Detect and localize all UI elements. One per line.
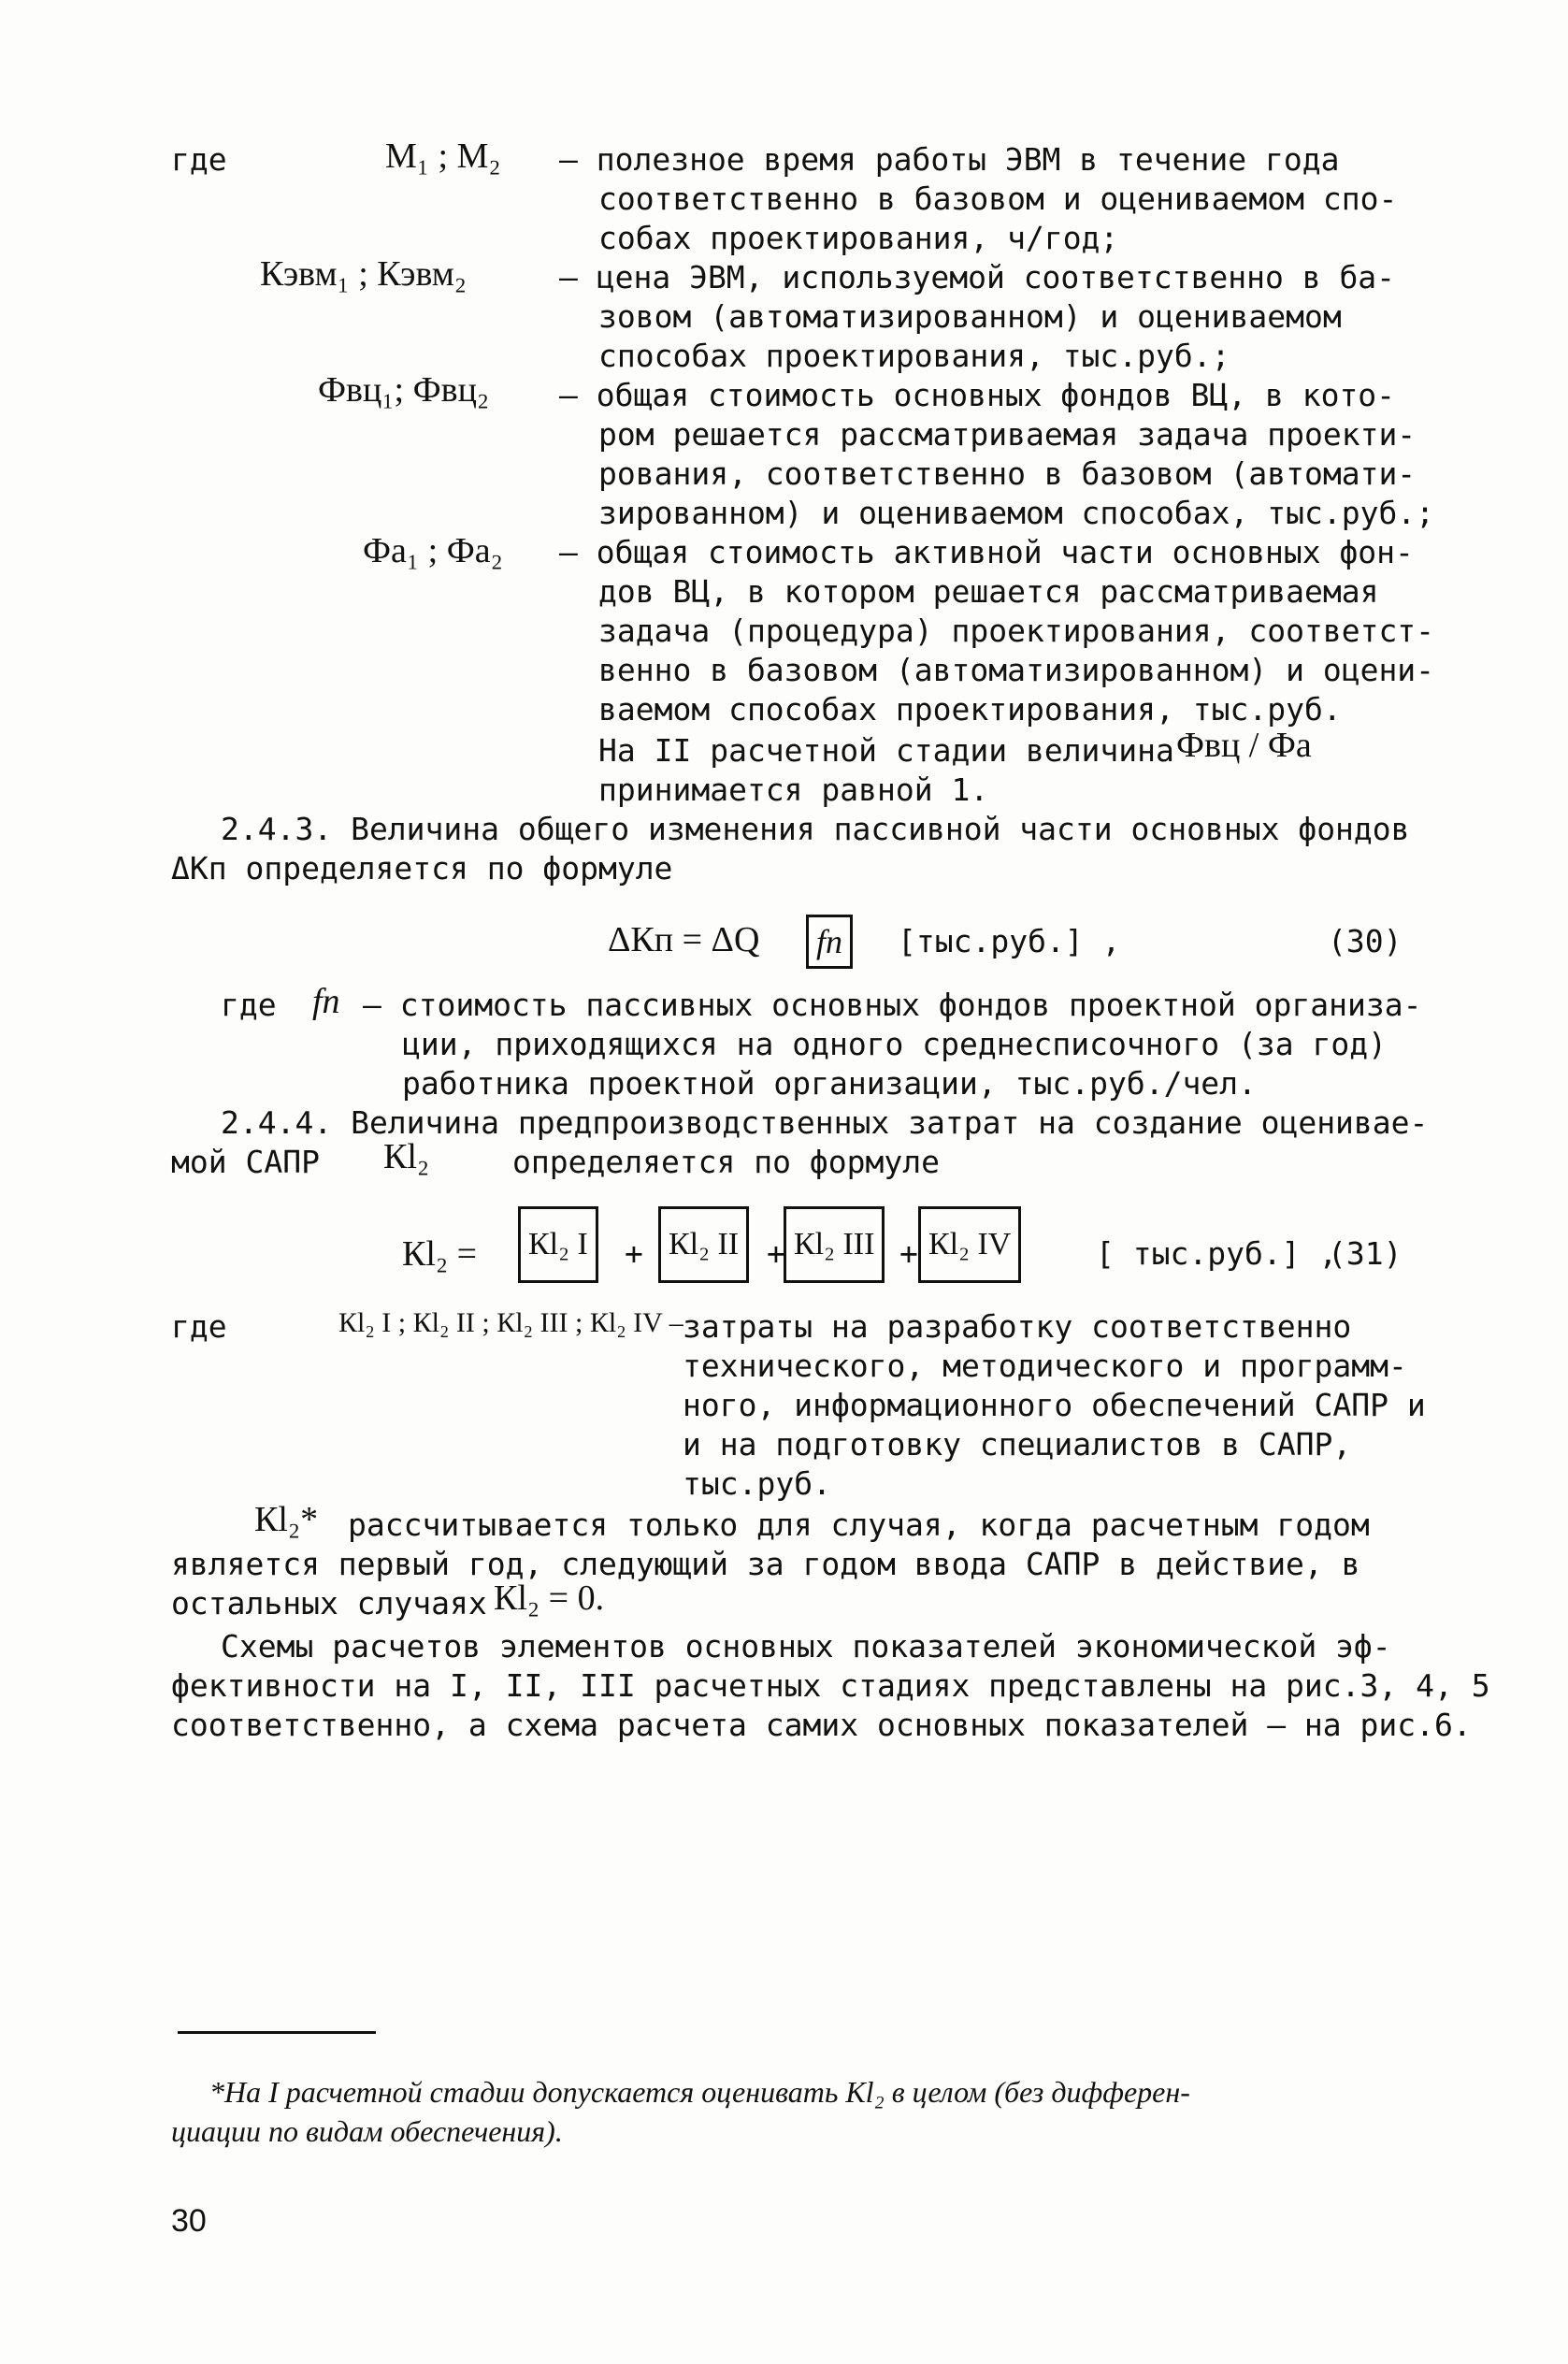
note-line: принимается равной 1. bbox=[598, 771, 989, 808]
para-line: является первый год, следующий за годом ввода САПР в действие, в bbox=[171, 1546, 1360, 1582]
def-line: ром решается рассматриваемая задача проекти- bbox=[598, 416, 1417, 453]
formula-box-text: fп bbox=[806, 915, 853, 969]
s244-line: определяется по формуле bbox=[512, 1144, 940, 1180]
where-label-2: где bbox=[221, 987, 277, 1023]
where-label-3: где bbox=[171, 1308, 227, 1345]
symbol-kl2-star: Кl₂* bbox=[254, 1500, 319, 1539]
symbol-fa: Фа₁ ; Фа₂ bbox=[363, 531, 503, 570]
footnote-line: циации по видам обеспечения). bbox=[171, 2114, 563, 2148]
symbol-fvc: Фвц₁; Фвц₂ bbox=[318, 370, 490, 410]
formula-box-text: Кl₂ III bbox=[784, 1206, 885, 1283]
para-line: фективности на I, II, III расчетных стадиях представлены на рис.3, 4, 5 bbox=[171, 1667, 1490, 1704]
def-line: задача (процедура) проектирования, соответст- bbox=[598, 613, 1435, 649]
def-line: зированном) и оцениваемом способах, тыс.руб.; bbox=[598, 495, 1435, 531]
symbol-m1-m2: М₁ ; М₂ bbox=[385, 137, 501, 176]
def-line: – стоимость пассивных основных фондов проектной организа- bbox=[363, 987, 1422, 1023]
s244-line: 2.4.4. Величина предпроизводственных затрат на создание оценивае- bbox=[221, 1104, 1429, 1141]
para-line: остальных случаях bbox=[171, 1585, 487, 1622]
def-line: затраты на разработку соответственно bbox=[683, 1308, 1352, 1345]
plus-sign: + bbox=[899, 1235, 918, 1272]
def-line: рования, соответственно в базовом (автомати- bbox=[598, 455, 1417, 492]
para-line: Схемы расчетов элементов основных показателей экономической эф- bbox=[221, 1628, 1391, 1665]
footnote-line: *На I расчетной стадии допускается оценивать Кl₂ в целом (без дифферен- bbox=[209, 2075, 1190, 2109]
def-line: соответственно в базовом и оцениваемом спо- bbox=[598, 180, 1398, 217]
formula-lhs: Кl₂ = bbox=[402, 1234, 478, 1274]
s243-line: ΔКп определяется по формуле bbox=[171, 850, 673, 886]
def-line: и на подготовку специалистов в САПР, bbox=[683, 1426, 1352, 1463]
def-line: тыс.руб. bbox=[683, 1465, 831, 1502]
para-line: соответственно, а схема расчета самих основных показателей – на рис.6. bbox=[171, 1707, 1472, 1743]
page-number: 30 bbox=[171, 2203, 207, 2239]
def-line: – полезное время работы ЭВМ в течение года bbox=[559, 141, 1340, 178]
footnote-divider bbox=[178, 2031, 376, 2034]
plus-sign: + bbox=[767, 1235, 785, 1272]
formula-box-text: Кl₂ II bbox=[658, 1206, 749, 1283]
def-line: работника проектной организации, тыс.руб./чел. bbox=[402, 1065, 1257, 1102]
formula-box bbox=[518, 1206, 598, 1283]
s244-line: мой САПР bbox=[171, 1144, 320, 1180]
note-line: На II расчетной стадии величина bbox=[598, 732, 1174, 769]
def-line: ваемом способах проектирования, тыс.руб. bbox=[598, 691, 1342, 728]
para-line: рассчитывается только для случая, когда расчетным годом bbox=[348, 1506, 1370, 1543]
def-line: собах проектирования, ч/год; bbox=[598, 220, 1119, 256]
symbol-kl2: Кl₂ bbox=[383, 1137, 430, 1176]
formula-box-text: Кl₂ IV bbox=[918, 1206, 1021, 1283]
def-line: способах проектирования, тыс.руб.; bbox=[598, 338, 1230, 374]
def-line: ции, приходящихся на одного среднесписочного (за год) bbox=[402, 1026, 1387, 1062]
def-line: ного, информационного обеспечений САПР и bbox=[683, 1387, 1426, 1423]
s243-line: 2.4.3. Величина общего изменения пассивной части основных фондов bbox=[221, 811, 1410, 847]
formula-box bbox=[658, 1206, 749, 1283]
symbol-fp: fп bbox=[312, 982, 340, 1021]
def-line: – общая стоимость основных фондов ВЦ, в кото- bbox=[559, 377, 1396, 413]
def-line: дов ВЦ, в котором решается рассматриваемая bbox=[598, 573, 1379, 610]
symbol-kl2-zero: Кl₂ = 0. bbox=[494, 1578, 605, 1618]
symbol-kevm: Кэвм₁ ; Кэвм₂ bbox=[260, 254, 468, 294]
formula-box-text: Кl₂ I bbox=[518, 1206, 598, 1283]
formula-number: (30) bbox=[1328, 923, 1403, 959]
formula-lhs: ΔКп = ΔQ bbox=[608, 920, 760, 959]
plus-sign: + bbox=[625, 1235, 643, 1272]
def-line: технического, методического и программ- bbox=[683, 1348, 1407, 1384]
def-line: – общая стоимость активной части основных фон- bbox=[559, 534, 1414, 570]
note-fraction: Фвц / Фа bbox=[1176, 726, 1312, 765]
def-line: зовом (автоматизированном) и оцениваемом bbox=[598, 298, 1342, 335]
formula-box bbox=[784, 1206, 885, 1283]
def-line: – цена ЭВМ, используемой соответственно в ба- bbox=[559, 259, 1396, 296]
formula-box bbox=[806, 915, 853, 969]
formula-unit: [тыс.руб.] , bbox=[898, 923, 1121, 959]
symbol-kl2-components: Кl₂ I ; Кl₂ II ; Кl₂ III ; Кl₂ IV – bbox=[338, 1307, 683, 1338]
def-line: венно в базовом (автоматизированном) и оцени- bbox=[598, 652, 1435, 688]
formula-number: (31) bbox=[1328, 1235, 1403, 1272]
where-label-1: где bbox=[171, 141, 227, 178]
formula-unit: [ тыс.руб.] , bbox=[1096, 1235, 1338, 1272]
formula-box bbox=[918, 1206, 1021, 1283]
